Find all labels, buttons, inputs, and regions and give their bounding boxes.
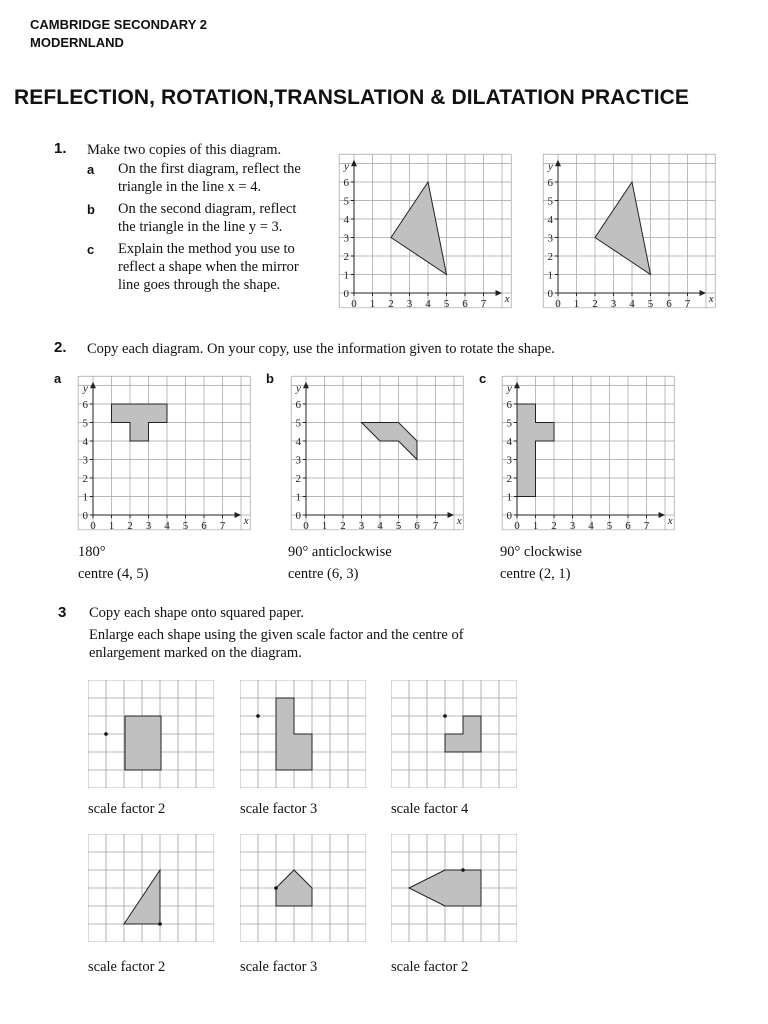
- q2-b-centre: centre (6, 3): [288, 566, 359, 582]
- q2-grid-c: [501, 370, 681, 538]
- q3-shape-arrow: [409, 870, 481, 906]
- x-tick-label: 6: [462, 298, 468, 310]
- x-axis-arrow: [448, 512, 454, 518]
- x-tick-label: 4: [588, 520, 594, 532]
- q1-part-b-line1: On the second diagram, reflect: [118, 201, 297, 217]
- y-tick-label: 6: [343, 177, 349, 189]
- q3-shape-l: [276, 698, 312, 770]
- x-tick-label: 4: [164, 520, 170, 532]
- x-tick-label: 1: [532, 520, 539, 532]
- x-tick-label: 1: [321, 520, 328, 532]
- y-tick-label: 5: [506, 417, 512, 430]
- x-axis-label: x: [243, 515, 249, 527]
- q1-grid-2: [542, 148, 722, 316]
- x-tick-label: 7: [432, 520, 439, 532]
- q3-caption-5: scale factor 3: [240, 959, 318, 975]
- x-tick-label: 6: [666, 298, 672, 310]
- q3-shape-rectangle: [125, 716, 161, 770]
- question-2-number: 2.: [54, 339, 67, 356]
- q3-grid-4: [88, 834, 214, 942]
- q1-part-b-line2: the triangle in the line y = 3.: [118, 219, 283, 235]
- q3-shape-l-small: [445, 716, 481, 752]
- q3-centre-point: [158, 922, 162, 926]
- y-tick-label: 5: [82, 417, 88, 430]
- q3-centre-point: [256, 714, 260, 718]
- x-tick-label: 7: [219, 520, 226, 532]
- y-tick-label: 4: [343, 214, 349, 226]
- x-tick-label: 3: [569, 520, 576, 532]
- x-tick-label: 3: [406, 298, 413, 310]
- q3-centre-point: [461, 868, 465, 872]
- q2-part-a-letter: a: [54, 371, 62, 386]
- x-tick-label: 5: [182, 520, 189, 532]
- q2-part-c-letter: c: [479, 371, 487, 386]
- y-tick-label: 3: [343, 232, 349, 245]
- q2-part-b-letter: b: [266, 371, 274, 386]
- x-axis-arrow: [496, 290, 502, 296]
- x-axis-arrow: [235, 512, 241, 518]
- q2-c-centre: centre (2, 1): [500, 566, 571, 582]
- y-tick-label: 1: [343, 269, 349, 282]
- y-tick-label: 6: [506, 399, 512, 411]
- x-tick-label: 7: [643, 520, 650, 532]
- q3-shape-pentagon: [276, 870, 312, 906]
- q3-caption-4: scale factor 2: [88, 959, 166, 975]
- q2-grid-a: [77, 370, 257, 538]
- x-tick-label: 2: [340, 520, 346, 532]
- y-tick-label: 3: [547, 232, 553, 245]
- y-tick-label: 2: [343, 251, 349, 263]
- y-tick-label: 4: [82, 436, 88, 448]
- x-tick-label: 6: [414, 520, 420, 532]
- question-3-line3: enlargement marked on the diagram.: [89, 645, 302, 661]
- y-axis-label: y: [296, 382, 301, 395]
- page-title: REFLECTION, ROTATION,TRANSLATION & DILATATION PRACTICE: [14, 86, 690, 109]
- y-tick-label: 0: [343, 288, 349, 300]
- y-axis-label: y: [83, 382, 88, 395]
- q1-part-a-line2: triangle in the line x = 4.: [118, 179, 262, 195]
- x-tick-label: 2: [388, 298, 394, 310]
- y-axis-label: y: [507, 382, 512, 395]
- x-tick-label: 5: [443, 298, 450, 310]
- y-axis-arrow: [303, 382, 309, 388]
- q1-grid-1: [338, 148, 518, 316]
- x-tick-label: 5: [395, 520, 402, 532]
- y-tick-label: 5: [343, 195, 349, 208]
- y-tick-label: 1: [295, 491, 301, 504]
- y-tick-label: 5: [547, 195, 553, 208]
- q3-caption-6: scale factor 2: [391, 959, 469, 975]
- x-tick-label: 3: [610, 298, 617, 310]
- y-tick-label: 2: [295, 473, 301, 485]
- q3-grid-1: [88, 680, 214, 788]
- q1-part-c-line2: reflect a shape when the mirror: [118, 259, 299, 275]
- x-axis-arrow: [700, 290, 706, 296]
- y-tick-label: 2: [82, 473, 88, 485]
- x-axis-label: x: [708, 293, 714, 305]
- question-2-intro: Copy each diagram. On your copy, use the information given to rotate the shape.: [87, 341, 555, 357]
- y-tick-label: 2: [506, 473, 512, 485]
- y-tick-label: 1: [506, 491, 512, 504]
- x-tick-label: 0: [555, 298, 561, 310]
- shape: [112, 404, 168, 441]
- y-tick-label: 3: [506, 454, 512, 467]
- question-3-line1: Copy each shape onto squared paper.: [89, 605, 305, 621]
- q2-a-angle: 180°: [78, 544, 106, 560]
- q3-caption-1: scale factor 2: [88, 801, 166, 817]
- q1-part-c-letter: c: [87, 242, 95, 257]
- x-tick-label: 0: [90, 520, 96, 532]
- x-tick-label: 2: [127, 520, 133, 532]
- x-tick-label: 0: [303, 520, 309, 532]
- q1-part-c-line3: line goes through the shape.: [118, 277, 281, 293]
- x-tick-label: 0: [514, 520, 520, 532]
- y-tick-label: 4: [295, 436, 301, 448]
- x-tick-label: 0: [351, 298, 357, 310]
- y-tick-label: 0: [506, 510, 512, 522]
- question-3-number: 3: [58, 604, 67, 621]
- q3-caption-2: scale factor 3: [240, 801, 318, 817]
- x-tick-label: 1: [369, 298, 376, 310]
- y-tick-label: 0: [82, 510, 88, 522]
- q1-part-c-line1: Explain the method you use to: [118, 241, 295, 257]
- y-tick-label: 5: [295, 417, 301, 430]
- q2-c-angle: 90° clockwise: [500, 544, 582, 560]
- y-tick-label: 3: [82, 454, 88, 467]
- y-tick-label: 0: [295, 510, 301, 522]
- q3-centre-point: [443, 714, 447, 718]
- q3-grid-5: [240, 834, 366, 942]
- y-tick-label: 0: [547, 288, 553, 300]
- y-tick-label: 1: [547, 269, 553, 282]
- y-tick-label: 3: [295, 454, 301, 467]
- y-tick-label: 4: [506, 436, 512, 448]
- y-axis-arrow: [90, 382, 96, 388]
- school-name: CAMBRIDGE SECONDARY 2: [30, 17, 207, 32]
- x-tick-label: 7: [480, 298, 487, 310]
- q3-centre-point: [104, 732, 108, 736]
- y-axis-arrow: [555, 160, 561, 166]
- q1-part-a-line1: On the first diagram, reflect the: [118, 161, 301, 177]
- q1-part-a-letter: a: [87, 162, 95, 177]
- y-tick-label: 1: [82, 491, 88, 504]
- question-1-intro: Make two copies of this diagram.: [87, 142, 282, 158]
- x-tick-label: 1: [573, 298, 580, 310]
- q3-grid-3: [391, 680, 517, 788]
- shape: [517, 404, 554, 497]
- q3-grid-6: [391, 834, 517, 942]
- x-axis-arrow: [659, 512, 665, 518]
- y-tick-label: 6: [547, 177, 553, 189]
- q1-part-b-letter: b: [87, 202, 95, 217]
- x-tick-label: 3: [358, 520, 365, 532]
- q3-caption-3: scale factor 4: [391, 801, 469, 817]
- y-axis-label: y: [344, 160, 349, 173]
- x-tick-label: 7: [684, 298, 691, 310]
- x-axis-label: x: [667, 515, 673, 527]
- x-tick-label: 1: [108, 520, 115, 532]
- q3-grid-2: [240, 680, 366, 788]
- x-axis-label: x: [456, 515, 462, 527]
- x-tick-label: 2: [592, 298, 598, 310]
- y-tick-label: 6: [82, 399, 88, 411]
- y-tick-label: 6: [295, 399, 301, 411]
- x-tick-label: 4: [377, 520, 383, 532]
- shape: [595, 182, 651, 275]
- question-1-number: 1.: [54, 140, 67, 157]
- x-tick-label: 5: [606, 520, 613, 532]
- x-tick-label: 3: [145, 520, 152, 532]
- y-tick-label: 2: [547, 251, 553, 263]
- q2-a-centre: centre (4, 5): [78, 566, 149, 582]
- x-tick-label: 6: [201, 520, 207, 532]
- shape: [391, 182, 447, 275]
- x-tick-label: 6: [625, 520, 631, 532]
- y-axis-arrow: [514, 382, 520, 388]
- x-tick-label: 2: [551, 520, 557, 532]
- q3-centre-point: [274, 886, 278, 890]
- q2-b-angle: 90° anticlockwise: [288, 544, 392, 560]
- x-axis-label: x: [504, 293, 510, 305]
- x-tick-label: 5: [647, 298, 654, 310]
- x-tick-label: 4: [629, 298, 635, 310]
- school-location: MODERNLAND: [30, 35, 124, 50]
- y-tick-label: 4: [547, 214, 553, 226]
- question-3-line2: Enlarge each shape using the given scale factor and the centre of: [89, 627, 464, 643]
- q2-grid-b: [290, 370, 470, 538]
- y-axis-arrow: [351, 160, 357, 166]
- x-tick-label: 4: [425, 298, 431, 310]
- y-axis-label: y: [548, 160, 553, 173]
